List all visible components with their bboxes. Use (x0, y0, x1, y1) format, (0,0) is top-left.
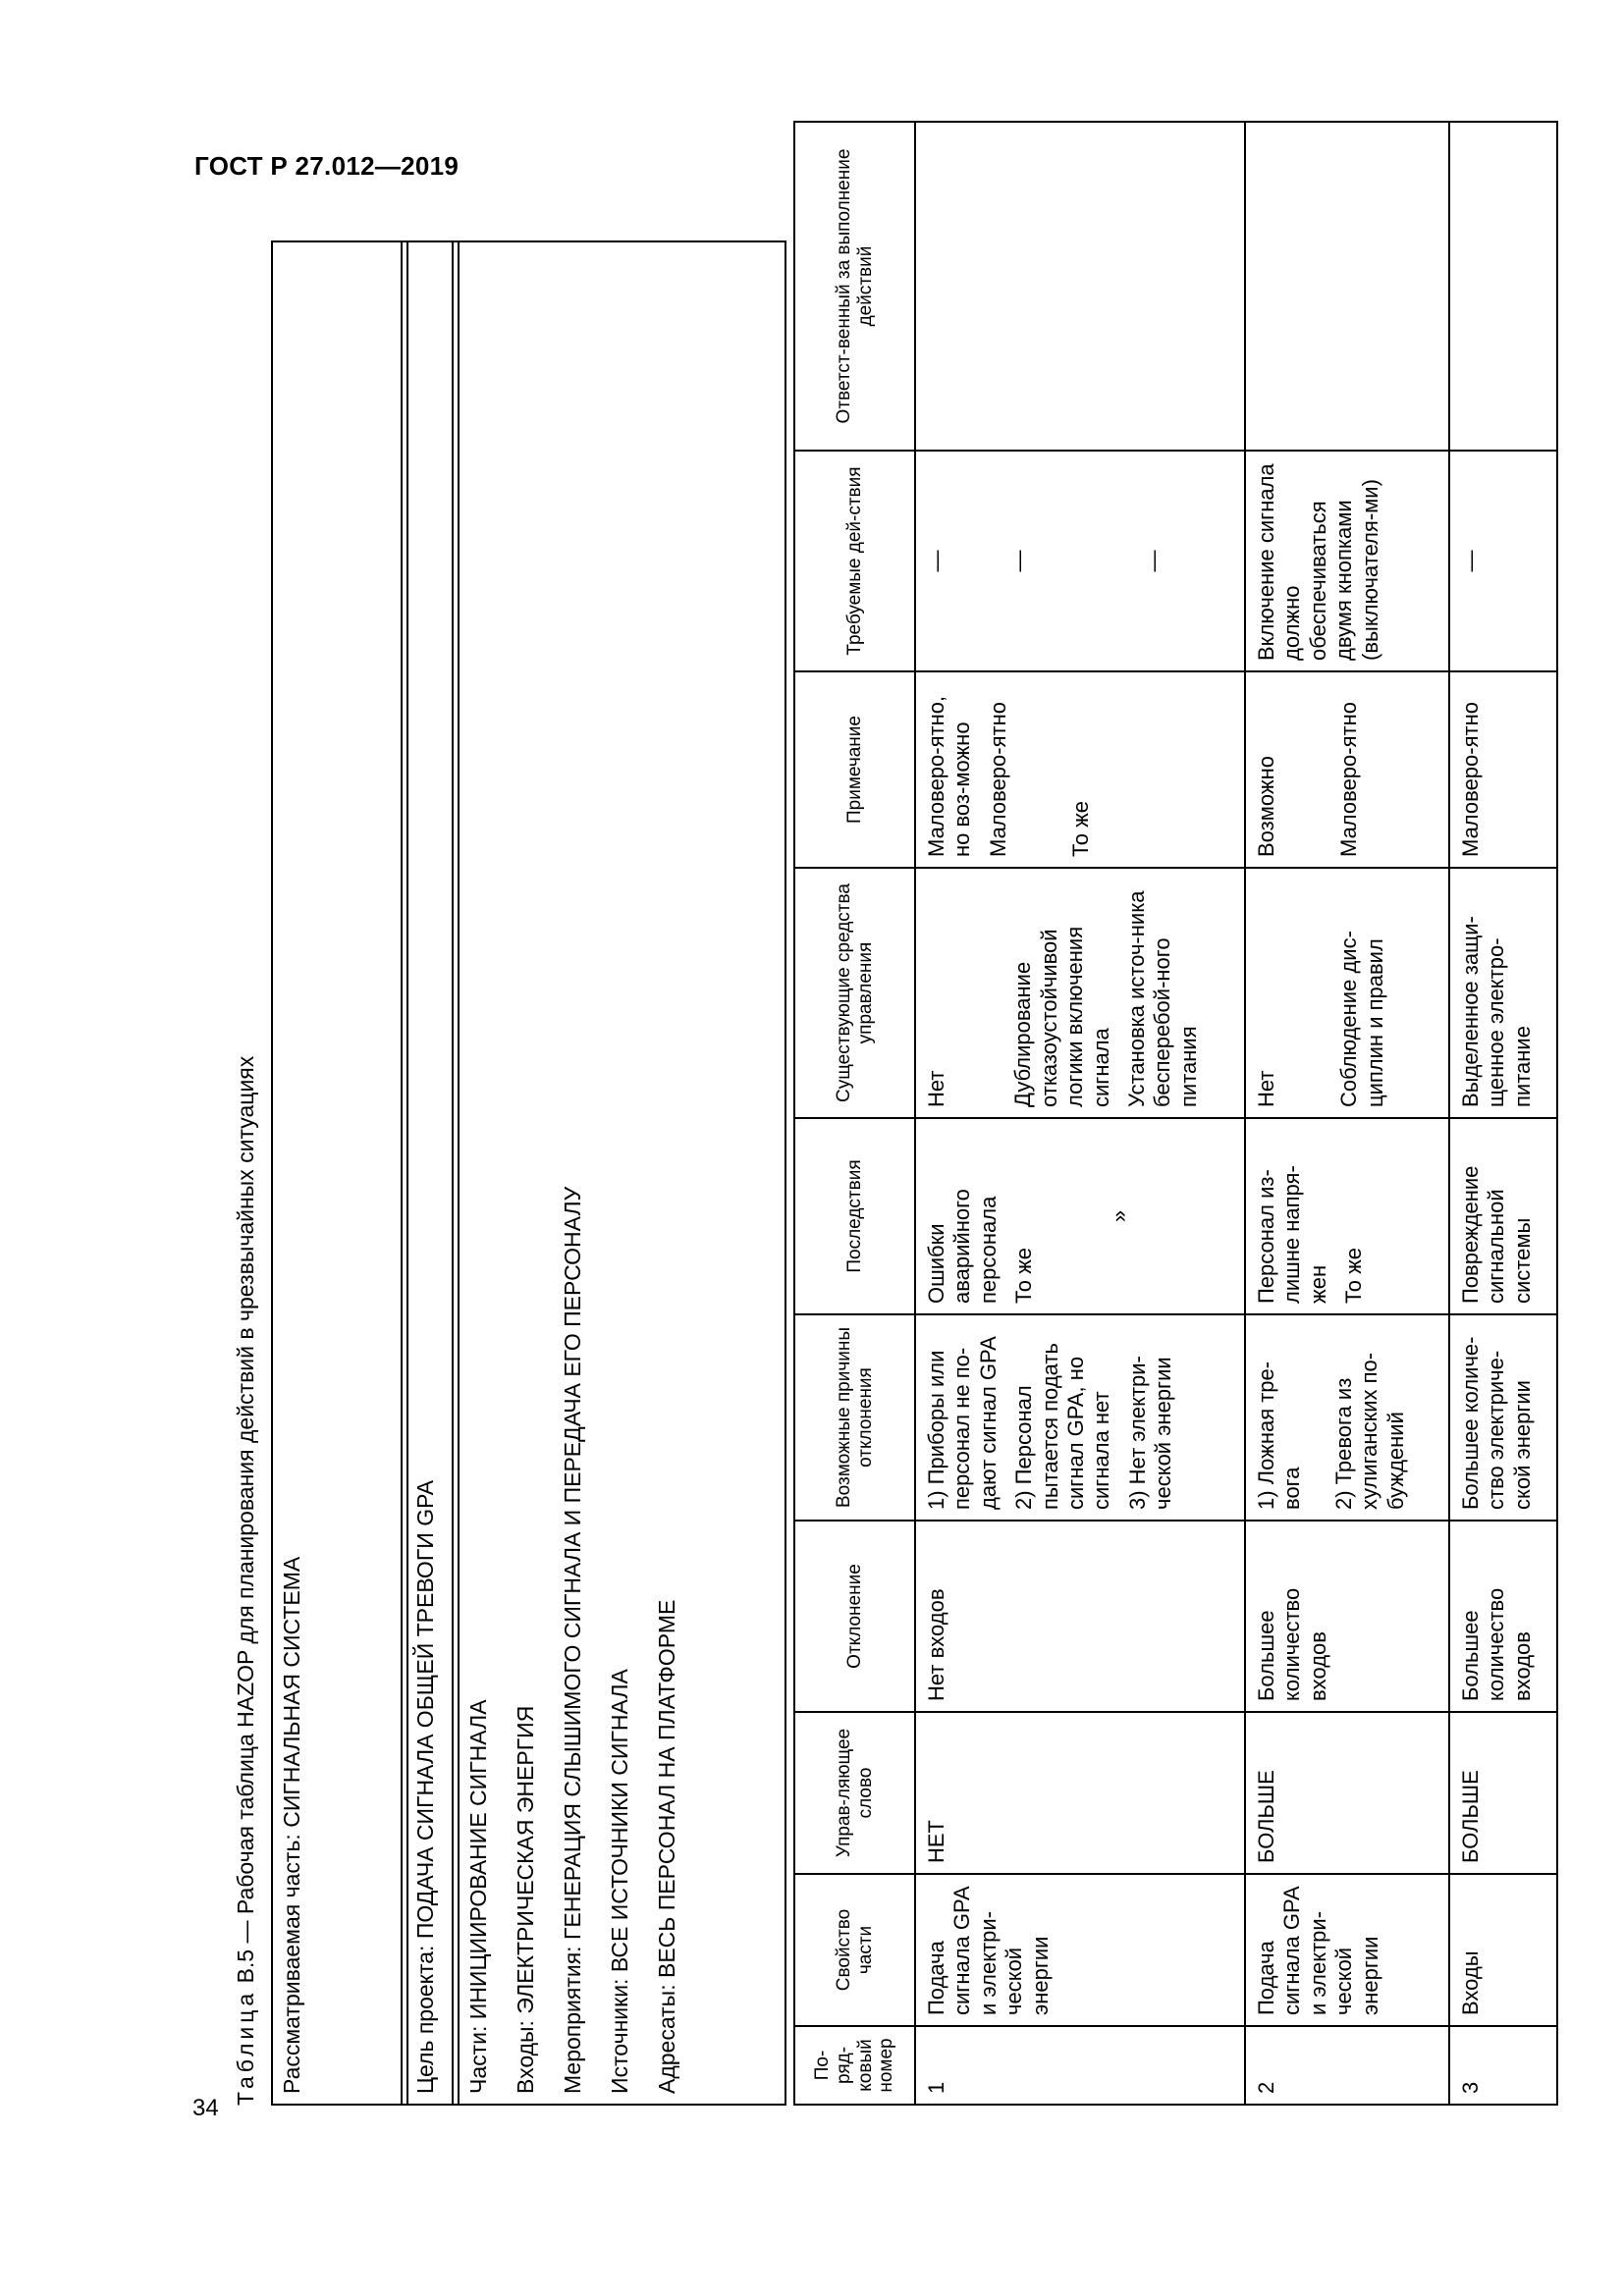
note-item: Маловеро-ятно, но воз-можно (924, 695, 975, 857)
note-item: Маловеро-ятно (1336, 702, 1362, 857)
consequence-item: Ошибки аварийного персонала (924, 1189, 1001, 1304)
actions-cell (915, 451, 1245, 671)
guide-word-cell: БОЛЬШЕ (1449, 1712, 1557, 1874)
controls-cell (915, 868, 1245, 1118)
cause-item: 1) Ложная тре-вога (1254, 1361, 1305, 1510)
control-item: Соблюдение дис-циплин и правил (1336, 931, 1387, 1107)
deviation-cell: Большее количество входов (1245, 1521, 1449, 1712)
part-under-review: Рассматриваемая часть: СИГНАЛЬНАЯ СИСТЕМА (279, 1556, 304, 2094)
consequences-cell (915, 1118, 1245, 1314)
project-goal: Цель проекта: ПОДАЧА СИГНАЛА ОБЩЕЙ ТРЕВОГИ GPA (412, 1479, 438, 2094)
guide-word-cell: БОЛЬШЕ (1245, 1712, 1449, 1874)
control-item: Нет (1254, 1070, 1278, 1107)
property-cell: Входы (1449, 1874, 1557, 2026)
header-divider (406, 242, 408, 2104)
cause-item: 1) Приборы или персонал не по-дают сигнал GPA (924, 1336, 1001, 1510)
actions-cell (1245, 451, 1449, 671)
property-cell: Подача сигнала GPA и электри-ческой энергии (915, 1874, 1245, 2026)
control-item: Дублирование отказоустойчивой логики включения сигнала (1010, 926, 1113, 1107)
row-number: 1 (915, 2026, 1245, 2105)
rotated-page-content (226, 123, 1535, 2106)
causes-cell (915, 1314, 1245, 1521)
col-header: Требуемые дей-ствия (794, 451, 915, 671)
col-header: По-ряд-ковый номер (794, 2026, 915, 2105)
col-header: Ответст-венный за выполнение действий (794, 122, 915, 451)
note-item: Возможно (1254, 756, 1278, 857)
table-row (915, 122, 1245, 2105)
header-divider (401, 242, 403, 2104)
activities-line: Мероприятия: ГЕНЕРАЦИЯ СЛЫШИМОГО СИГНАЛА И ПЕРЕДАЧА ЕГО ПЕРСОНАЛУ (560, 1186, 585, 2094)
table-row (1245, 122, 1449, 2105)
control-item: Нет (924, 1070, 948, 1107)
cause-item: 3) Нет электри-ческой энергии (1124, 1356, 1176, 1510)
action-item: — (1006, 550, 1032, 572)
inputs-line: Входы: ЭЛЕКТРИЧЕСКАЯ ЭНЕРГИЯ (513, 1705, 538, 2094)
cause-item: 2) Тревога из хулиганских по-буждений (1330, 1352, 1408, 1510)
note-item: То же (1068, 800, 1094, 857)
guide-word-cell: НЕТ (915, 1712, 1245, 1874)
page-number: 34 (192, 2095, 219, 2121)
caption-text: В.5 — Рабочая таблица HAZOP для планирования действий в чрезвычайных ситуациях (233, 1055, 258, 1990)
cause-item: 2) Персонал пытается подать сигнал GPA, но сигнала нет (1011, 1343, 1114, 1510)
col-header: Существующие средства управления (794, 868, 915, 1118)
document-standard: ГОСТ Р 27.012—2019 (194, 151, 460, 181)
table-header-row (794, 122, 915, 2105)
causes-cell (1449, 1314, 1557, 1521)
note-item: Маловеро-ятно (1458, 702, 1483, 857)
worksheet-header-box (271, 240, 786, 2106)
col-header: Управ-ляющее слово (794, 1712, 915, 1874)
header-divider (458, 242, 460, 2104)
action-item: — (1140, 550, 1165, 572)
controls-cell (1449, 868, 1557, 1118)
col-header: Отклонение (794, 1521, 915, 1712)
consequence-item: То же (1341, 1247, 1367, 1304)
recipients-line: Адресаты: ВЕСЬ ПЕРСОНАЛ НА ПЛАТФОРМЕ (654, 1599, 679, 2094)
action-item: Включение сигнала должно обеспечиваться двумя кнопками (выключателя-ми) (1254, 463, 1382, 661)
table-caption (226, 1056, 265, 2106)
action-item: — (1458, 550, 1483, 572)
col-header: Последствия (794, 1118, 915, 1314)
consequence-item: То же (1011, 1247, 1037, 1304)
consequences-cell (1245, 1118, 1449, 1314)
deviation-cell: Нет входов (915, 1521, 1245, 1712)
table-row (1449, 122, 1557, 2105)
sources-line: Источники: ВСЕ ИСТОЧНИКИ СИГНАЛА (607, 1669, 632, 2094)
consequence-item: Персонал из-лишне напря-жен (1254, 1165, 1330, 1304)
deviation-cell: Большее количество входов (1449, 1521, 1557, 1712)
header-divider (452, 242, 454, 2104)
caption-label: Таблица (233, 1989, 258, 2106)
actions-cell (1449, 451, 1557, 671)
notes-cell (915, 671, 1245, 868)
action-item: — (924, 550, 948, 572)
row-number: 3 (1449, 2026, 1557, 2105)
property-cell: Подача сигнала GPA и электри-ческой энергии (1245, 1874, 1449, 2026)
col-header: Примечание (794, 671, 915, 868)
responsible-cell (915, 122, 1245, 451)
causes-cell (1245, 1314, 1449, 1521)
control-item: Установка источ-ника бесперебой-ного питания (1123, 890, 1201, 1107)
controls-cell (1245, 868, 1449, 1118)
consequences-cell (1449, 1118, 1557, 1314)
row-number: 2 (1245, 2026, 1449, 2105)
cause-item: Большее количе-ство электриче-ской энергии (1458, 1336, 1535, 1510)
control-item: Выделенное защи-щенное электро-питание (1458, 916, 1535, 1107)
note-item: Маловеро-ятно (985, 702, 1010, 857)
col-header: Возможные причины отклонения (794, 1314, 915, 1521)
consequence-item: Повреждение сигнальной системы (1458, 1165, 1535, 1304)
notes-cell (1245, 671, 1449, 868)
hazop-table (793, 121, 1558, 2106)
consequence-item: » (1106, 1209, 1131, 1223)
notes-cell (1449, 671, 1557, 868)
parts-line: Части: ИНИЦИИРОВАНИЕ СИГНАЛА (465, 1699, 491, 2094)
responsible-cell (1245, 122, 1449, 451)
col-header: Свойство части (794, 1874, 915, 2026)
responsible-cell (1449, 122, 1557, 451)
